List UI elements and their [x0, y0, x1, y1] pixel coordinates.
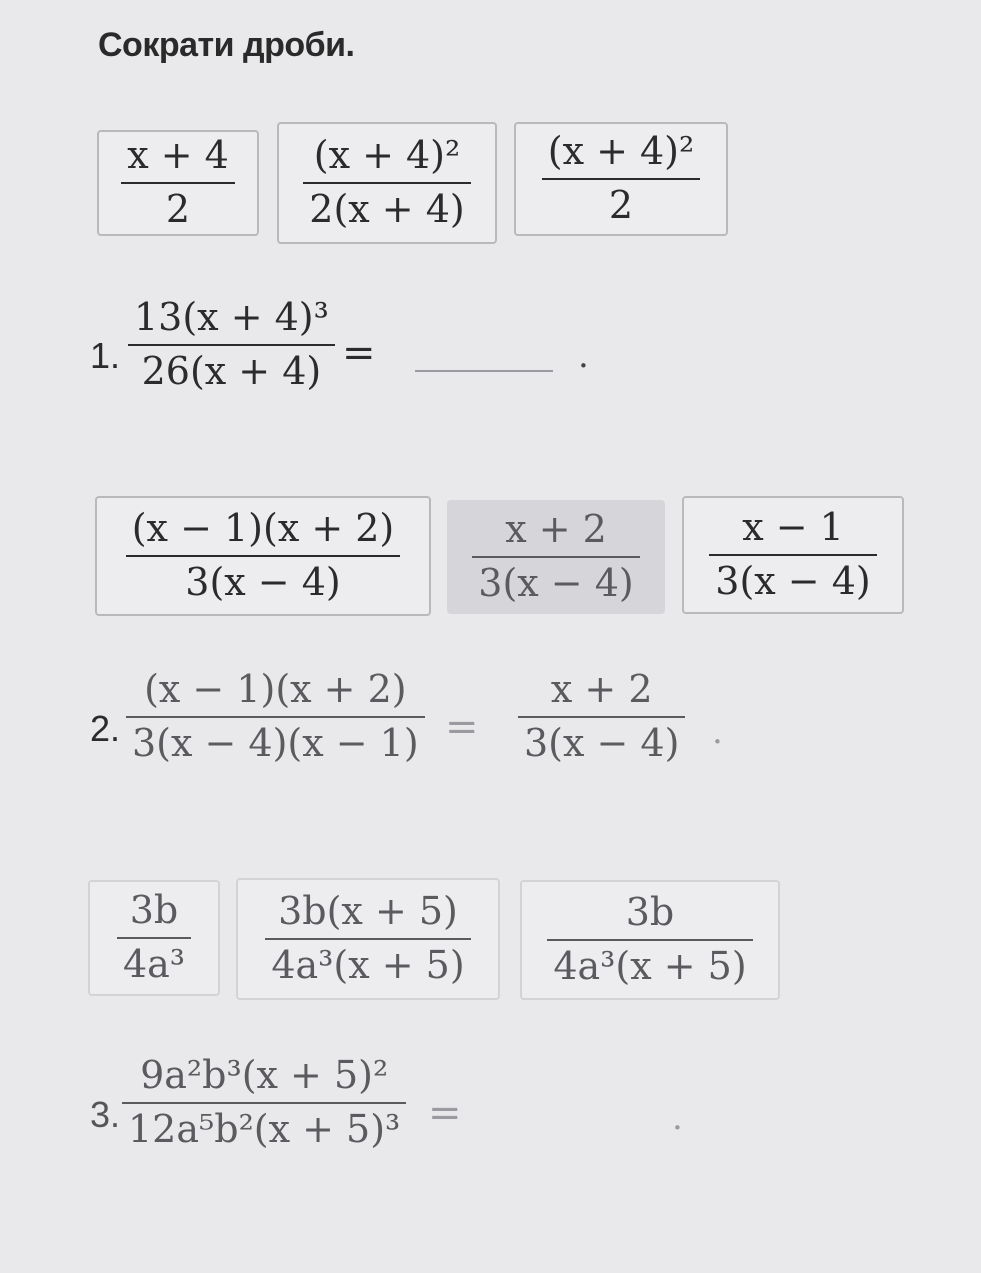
fraction: $\frac{3b}{\text{4a³(x + 5)}}$ — [547, 891, 752, 988]
period: . — [578, 336, 589, 376]
option-card-2-3[interactable] — [682, 496, 904, 614]
fraction: $\frac{3b}{\text{4a³}}$ — [117, 889, 191, 986]
answer-underline — [415, 370, 553, 372]
task-fraction: $\frac{\text{9a²b³(x + 5)²}}{\text{12a⁵b²(x + 5)³}}$ — [122, 1054, 406, 1151]
page-title: Сократи дроби. — [98, 26, 355, 64]
fraction: $\frac{(x - 1)(x + 2)}{3(x - 4)}$ — [126, 507, 401, 604]
equals-sign: = — [342, 330, 376, 376]
fraction: $\frac{3b(x + 5)}{\text{4a³(x + 5)}}$ — [265, 890, 470, 987]
equals-sign: = — [445, 704, 479, 750]
fraction: $\frac{\text{(x + 4)²}}{2}$ — [542, 130, 701, 227]
option-card-1-1[interactable] — [97, 130, 259, 236]
option-card-1-2[interactable] — [277, 122, 497, 244]
answer-drop-slot-filled[interactable] — [518, 668, 685, 765]
task-fraction: $\frac{\text{13(x + 4)³}}{26(x + 4)}$ — [128, 296, 335, 393]
fraction: $\frac{x - 1}{3(x - 4)}$ — [709, 506, 876, 603]
answer-drop-slot[interactable] — [490, 1086, 660, 1132]
period: . — [672, 1098, 683, 1138]
task-number: 1. — [90, 335, 121, 376]
option-card-2-2-selected[interactable] — [447, 500, 665, 614]
option-card-3-3[interactable] — [520, 880, 780, 1000]
fraction: $\frac{x + 2}{3(x - 4)}$ — [472, 508, 639, 605]
task-number: 3. — [90, 1094, 121, 1135]
option-card-3-1[interactable] — [88, 880, 220, 996]
option-card-2-1[interactable] — [95, 496, 431, 616]
period: . — [712, 712, 723, 752]
fraction: $\frac{\text{(x + 4)²}}{2(x + 4)}$ — [303, 134, 470, 231]
task-number: 2. — [90, 708, 121, 749]
fraction: $\frac{x + 4}{2}$ — [121, 134, 235, 231]
answer-drop-slot[interactable] — [415, 330, 553, 372]
answer-fraction: $\frac{x + 2}{3(x - 4)}$ — [518, 668, 685, 765]
task-fraction: $\frac{(x - 1)(x + 2)}{3(x - 4)(x - 1)}$ — [126, 668, 425, 765]
option-card-1-3[interactable] — [514, 122, 728, 236]
equals-sign: = — [428, 1090, 462, 1136]
option-card-3-2[interactable] — [236, 878, 500, 1000]
